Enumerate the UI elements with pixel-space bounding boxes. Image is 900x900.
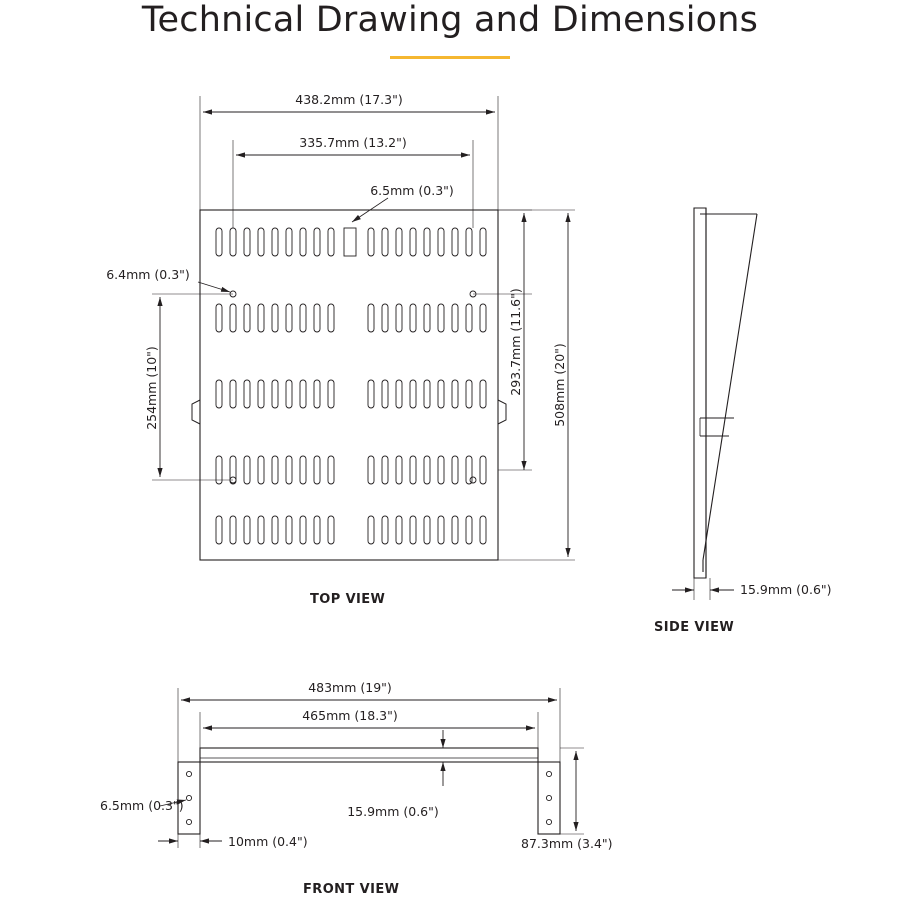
side-view-drawing	[672, 208, 757, 600]
dim-hole-span-width: 335.7mm (13.2")	[299, 135, 407, 150]
dim-bracket-hole-diameter: 6.5mm (0.3")	[100, 798, 184, 813]
dim-hole-diameter-left: 6.4mm (0.3")	[106, 267, 190, 282]
dim-overall-width: 438.2mm (17.3")	[295, 92, 403, 107]
dim-bracket-height: 87.3mm (3.4")	[521, 836, 613, 851]
side-view-label: SIDE VIEW	[654, 620, 735, 635]
dim-shelf-thickness: 15.9mm (0.6")	[347, 804, 439, 819]
dim-overall-front-width: 483mm (19")	[308, 680, 392, 695]
top-view-label: TOP VIEW	[310, 592, 386, 607]
dim-hole-span-depth: 254mm (10")	[144, 346, 159, 430]
dim-inner-depth: 293.7mm (11.6")	[508, 288, 523, 396]
dim-inner-front-width: 465mm (18.3")	[302, 708, 398, 723]
page-title: Technical Drawing and Dimensions	[141, 0, 759, 40]
dim-overall-depth: 508mm (20")	[552, 343, 567, 427]
front-view-label: FRONT VIEW	[303, 882, 400, 897]
dim-bracket-width: 10mm (0.4")	[228, 834, 308, 849]
dim-hole-diameter-top: 6.5mm (0.3")	[370, 183, 454, 198]
dim-material-thickness: 15.9mm (0.6")	[740, 582, 832, 597]
